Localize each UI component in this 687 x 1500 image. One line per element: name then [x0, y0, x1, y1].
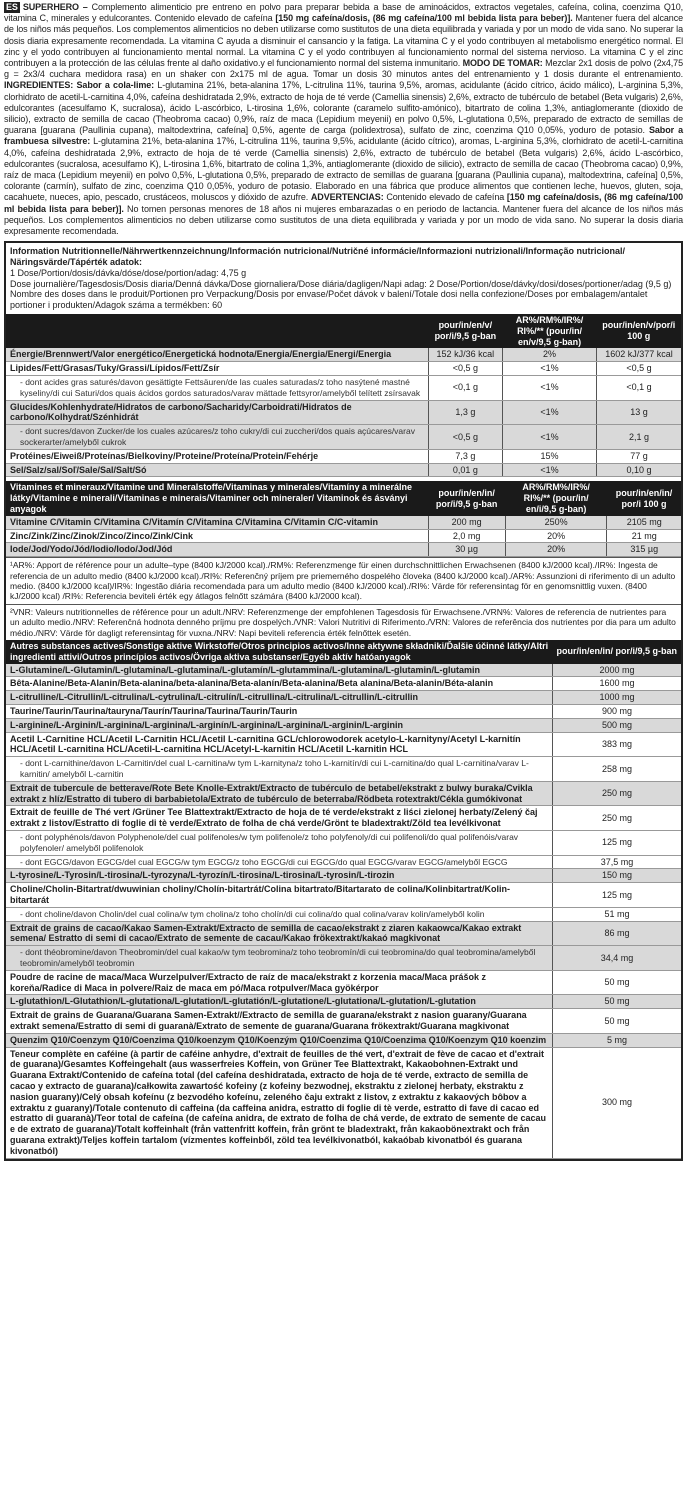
active-name: Choline/Cholin-Bitartrat/dwuwinian choliny/Cholín-bitartrát/Colina bitartrato/Bitartarato de colina/Kolinbitartrat/Kolin-bitartarát	[6, 883, 552, 908]
nutrition-value-portion: 1,3 g	[428, 400, 503, 425]
vitamin-value-portion: 30 µg	[428, 543, 505, 557]
active-row	[6, 757, 681, 782]
nutrition-row	[6, 463, 681, 477]
nutrition-header-row	[6, 314, 681, 348]
nutrition-value-100g: 13 g	[596, 400, 681, 425]
active-name: - dont choline/davon Cholin/del cual colina/w tym cholina/z toho cholín/di cui colina/do qual colina/varav kolin/amelyből kolin	[6, 907, 552, 921]
nutrition-value-ri: <1%	[503, 425, 597, 450]
active-row	[6, 664, 681, 677]
brand-name: SUPERHERO –	[22, 2, 88, 12]
nutrition-info	[6, 243, 681, 314]
nutrition-value-ri: 2%	[503, 348, 597, 361]
vitamins-col-1: pour/in/en/in/ por/i/9,5 g-ban	[428, 481, 505, 515]
active-value: 250 mg	[552, 781, 681, 806]
intro-p1: Complemento alimenticio pre entreno en polvo para preparar bebida a base de aminoácidos, extractos vegetales, cafeína, colina, coenzima Q10, vitamina C, minerales y edulcorantes. Contenido elevado de cafeína	[4, 2, 684, 24]
active-value: 2000 mg	[552, 664, 681, 677]
ingredients-heading: INGREDIENTES: Sabor a cola-lime:	[4, 80, 155, 91]
active-name: Bêta-Alanine/Beta-Alanin/Beta-alanina/beta-alanina/Beta-alanín/Beta-alanina/Beta alanina/Beta-alanin/Béta-alanin	[6, 677, 552, 691]
usage-heading: MODO DE TOMAR:	[462, 58, 543, 69]
active-row	[6, 718, 681, 732]
active-value: 500 mg	[552, 718, 681, 732]
vitamin-value-100g: 2105 mg	[607, 516, 681, 529]
active-name: Extrait de tubercule de betterave/Rote Bete Knolle-Extrakt/Extracto de tubérculo de betabel/ekstrakt z bulwy buraka/Cvikla extrakt z hlíz/Estratto di tubero di barbabietola/Extrato de tubérculo de beterraba/Rödbeta rotextrakt/Cékla gumókivonat	[6, 781, 552, 806]
active-value: 125 mg	[552, 883, 681, 908]
active-value: 34,4 mg	[552, 946, 681, 971]
active-row	[6, 907, 681, 921]
nutrition-value-portion: <0,1 g	[428, 376, 503, 401]
active-name: Taurine/Taurin/Taurina/tauryna/Taurín/Taurina/Taurina/Taurin/Taurin	[6, 705, 552, 719]
active-value: 150 mg	[552, 869, 681, 883]
active-name: - dont L-carnithine/davon L-Carnitin/del cual L-carnitina/w tym L-karnityna/z toho L-karnitín/di cui L-carnitina/do qual L-carnitina/varav L-karnitin/ amelyből L-carnitin	[6, 757, 552, 782]
active-name: Teneur complète en caféine (à partir de caféine anhydre, d'extrait de feuilles de thé vert, d'extrait de fève de cacao et d'extrait de guarana)/Gesamtes Koffeingehalt (aus wasserfreies Koffein, von Grüner Tee Blattextrakt, Kakaobohnen-Extrakt und Guarana Extrakt/Contenido de cafeína total (del cafeína deshidratada, extracto de hoja de té verde, extracto de semilla de cacao y extracto de guarana)/całkowita zawartość kofeiny (z kofeiny bezwodnej, ekstraktu z zielonej herbaty, ekstraktu z nasion guarany)/Celý obsah kofeínu (z bezvodého kofeínu, zeleného čaju extrakt z listov, z extraktu z kakaových bôbov a extraktu z guarany)/Totale contenuto di caffeina (da caffeina anidra, estratto di foglie di tè verde, estratto di fave di cacao ed estratto di guaranà)/Teor total de cafeína (de cafeína anidra, de extrato de folha de chá verde, de extrato de semente de cacau e de extrato de guarana)/Totalt koffeinhalt (från vattenfritt koffein, från grönt te bladextrakt, från kakaobönextrakt och från guarana extrakt)/Teljes koffein tartalom (vízmentes koffeinből, zöld tea levélkivonatból, kakaóbab kivonatból és guarana kivonatból)	[6, 1047, 552, 1158]
nutrition-value-100g: 0,10 g	[596, 463, 681, 477]
nutrition-row	[6, 376, 681, 401]
vitamin-name: Zinc/Zink/Zinc/Zinok/Zinco/Zinco/Zink/Cink	[6, 529, 428, 543]
nutrition-value-100g: <0,5 g	[596, 362, 681, 376]
intro-p2: Mantener fuera del alcance de los niños más pequeños. Los complementos alimenticios no deben utilizarse como sustitutos de una dieta equilibrada y variada y por un modo de vida sano. No superar la dosis diaria expresamente recomendada. La vitamina C ayuda a disminuir el cansancio y la fatiga. La vitamina C y el yodo contribuyen al metabolismo energético normal. El zinc y el yodo contribuyen al funcionamiento mental normal. La vitamina C y el yodo contribuyen al funcionamiento normal del sistema nervioso. La vitamina C y el zinc contribuyen a la protección de las células frente al daño oxidativo.y el funcionamiento normal del sistema inmunitario.	[4, 13, 684, 69]
nutrition-value-ri: 15%	[503, 449, 597, 463]
active-name: Extrait de grains de cacao/Kakao Samen-Extrakt/Extracto de semilla de cacao/ekstrakt z ziaren kakaowca/Kakao extrakt semena/ Estratto di semi di cacao/Extrato de semente de cacau/Kakao frökextrakt/kakaó magkivonat	[6, 921, 552, 946]
ingredients-cola: L-glutamina 21%, beta-alanina 17%, L-citrulina 11%, taurina 9,5%, aromas, acidulante (ácido cítrico, ácido málico), L-arginina 5,3%, clorhidrato de acetil-L-carnitina 4,0%, cafeína deshidratada 2,9%, extracto de hoja de té verde (Camellia sinensis) 2,6%, extracto de tubérculo de betabel (Beta vulgaris) 2,6%, edulcorantes (acesulfamo K, sucralosa), ácido L-ascórbico, L-tirosina 1,6%, colorante (caramelo sulfito-amónico), bitartrato de colina 1,3%, antiaglomerante (dioxido de silicio), extracto de semilla de cacao (Theobroma cacao) 0,9%, raíz de maca (Lepidium meyenii) en polvo 0,5%, L-glutationa 0,5%, preparado de extracto de semillas de guarana [guarana (Paullinia cupana), maltodextrina, cafeína] 0,5%, agente de carga (polidextrosa), sulfato de zinc, coenzima Q10 0,05%, yoduro de potasio.	[4, 80, 683, 136]
language-badge: ES	[6, 2, 18, 12]
nutrition-value-100g: <0,1 g	[596, 376, 681, 401]
vitamin-row	[6, 529, 681, 543]
nutrition-row	[6, 449, 681, 463]
vitamin-value-ri: 20%	[505, 529, 607, 543]
vitamin-value-100g: 315 µg	[607, 543, 681, 557]
active-name: Extrait de feuille de Thé vert /Grüner Tee Blattextrakt/Extracto de hoja de té verde/ekstrakt z liści zielonej herbaty/Zelený čaj extrakt z listov/Estratto di foglie di tè verde/Extrato de folha de chá verde/Grönt te bladextrakt/Zöld tea levélkivonat	[6, 806, 552, 831]
nutrition-row	[6, 400, 681, 425]
usage-text: Mezclar 2x1 dosis de polvo (2x4,75 g = 2x3/4 cuchara medidora rasa) en un shaker con 2x175 ml de agua. Tomar un dosis 30 minutos antes del entrenamiento y 1 dosis durante el entrenamiento.	[4, 58, 683, 80]
nutrition-value-100g: 2,1 g	[596, 425, 681, 450]
nutrition-col-1: pour/in/en/v/ por/i/9,5 g-ban	[428, 314, 503, 348]
nutrition-value-ri: <1%	[503, 362, 597, 376]
vitamins-header-row	[6, 481, 681, 515]
active-value: 1000 mg	[552, 691, 681, 705]
nutrition-name: Lipides/Fett/Grasas/Tuky/Grassi/Lípidos/Fett/Zsír	[6, 362, 428, 376]
nutrition-value-100g: 77 g	[596, 449, 681, 463]
nutrition-name: - dont sucres/davon Zucker/de los cuales azúcares/z toho cukry/di cui zuccheri/dos quais açúcares/varav sockerarter/amelyből cukrok	[6, 425, 428, 450]
active-row	[6, 732, 681, 757]
active-value: 250 mg	[552, 806, 681, 831]
actives-col: pour/in/en/in/ por/i/9,5 g-ban	[552, 640, 681, 664]
active-row	[6, 883, 681, 908]
warnings-caffeine: [150 mg cafeína/dosis, (86 mg cafeína/100 ml bebida lista para beber)].	[4, 192, 684, 214]
intro-text	[4, 2, 683, 237]
active-row	[6, 691, 681, 705]
active-value: 37,5 mg	[552, 855, 681, 869]
raspberry-heading: Sabor a frambuesa silvestre:	[4, 125, 683, 147]
active-value: 1600 mg	[552, 677, 681, 691]
actives-table	[6, 640, 681, 1158]
vitamin-value-100g: 21 mg	[607, 529, 681, 543]
active-name: Quenzim Q10/Coenzym Q10/Coenzima Q10/koenzym Q10/Koenzým Q10/Coenzima Q10/Coenzima Q10/Koenzym Q10 koenzim	[6, 1033, 552, 1047]
nutrition-name: Glucides/Kohlenhydrate/Hidratos de carbono/Sacharidy/Carboidrati/Hidratos de carbono/Kolhydrat/Szénhidrát	[6, 400, 428, 425]
nutrition-col-2: AR%/RM%/IR%/ RI%/** (pour/in/ en/v/9,5 g-ban)	[503, 314, 597, 348]
active-name: - dont EGCG/davon EGCG/del cual EGCG/w tym EGCG/z toho EGCG/di cui EGCG/do qual EGCG/varav EGCG/amelyből EGCG	[6, 855, 552, 869]
active-name: L-glutathion/L-Glutathion/L-glutationa/L-glutation/L-glutatión/L-glutatione/L-glutationa/L-glutation/L-glutation	[6, 995, 552, 1009]
nutrition-name: Protéines/Eiweiß/Proteínas/Bielkoviny/Proteine/Proteína/Protein/Fehérje	[6, 449, 428, 463]
vitamin-value-portion: 200 mg	[428, 516, 505, 529]
warnings-more: No tomen personas menores de 18 años ni mujeres embarazadas o en periodo de lactancia. Mantener fuera del alcance de los niños más pequeños. Los complementos alimenticios no deben utilizarse como sustitutos de una dieta equilibrada y variada y por un modo de vida sano. No superar la dosis diaria expresamente recomendada.	[4, 203, 683, 237]
nutrition-row	[6, 348, 681, 361]
warnings-heading: ADVERTENCIAS:	[310, 192, 384, 203]
active-name: - dont théobromine/davon Theobromin/del cual kakao/w tym teobromina/z toho teobromín/di cui teobromina/do qual teobromina/amelyből teobromin/amelyből teobromin	[6, 946, 552, 971]
vitamins-title: Vitamines et mineraux/Vitamine und Mineralstoffe/Vitaminas y minerales/Vitamíny a minerálne látky/Vitamine e minerali/Vitaminas e minerais/Vitaminer och mineraler/ Vitaminok és ásványi anyagok	[6, 481, 428, 515]
nutrition-value-ri: <1%	[503, 463, 597, 477]
vitamin-name: Vitamine C/Vitamin C/Vitamina C/Vitamín C/Vitamina C/Vitamina C/Vitamin C/C-vitamin	[6, 516, 428, 529]
vitamins-table	[6, 481, 681, 557]
dose-count: Nombre des doses dans le produit/Portionen pro Verpackung/Dosis por envase/Počet dávok v balení/Totale dosi nella confezione/Doses por embalagem/antalet portioner i produkten/Adagok száma a termékben: 60	[10, 289, 648, 311]
active-name: L-arginine/L-Arginin/L-arginina/L-arginina/L-arginín/L-arginina/L-arginina/L-arginin/L-arginin	[6, 718, 552, 732]
active-value: 50 mg	[552, 970, 681, 995]
active-row	[6, 869, 681, 883]
actives-title: Autres substances actives/Sonstige aktive Wirkstoffe/Otros principios activos/Inne aktywne składniki/Ďalšie účinné látky/Altri ingredienti attivi/Outros princípios activos/Övriga aktiva substanser/Egyéb aktív hatóanyagok	[6, 640, 552, 664]
active-value: 300 mg	[552, 1047, 681, 1158]
nutrition-value-portion: 7,3 g	[428, 449, 503, 463]
active-value: 5 mg	[552, 1033, 681, 1047]
active-name: L-Glutamine/L-Glutamin/L-glutamina/L-glutamina/L-glutamín/L-glutammina/L-glutamina/L-glutamin/L-glutamin	[6, 664, 552, 677]
active-name: Poudre de racine de maca/Maca Wurzelpulver/Extracto de raíz de maca/ekstrakt z korzenia maca/Maca prášok z koreňa/Radice di Maca in polvere/Raiz de maca em pó/Maca rotpulver/Maca gyökérpor	[6, 970, 552, 995]
nutrition-box	[4, 241, 683, 1160]
active-row	[6, 705, 681, 719]
active-row	[6, 830, 681, 855]
footnote-nrv: ²VNR: Valeurs nutritionnelles de référence pour un adult./NRV: Referenzmenge der empfohlenen Tagesdosis für Erwachsene./VRN%: Valores de referencia de nutrientes para un adulto medio./NRV: Referenčná hodnota denného príjmu pre dospelých./VNR: Valori Nutritivi di Riferimento./VRN: Valores de referência dos nutrientes por dia para um adulto médio./NRV: Värde för dagligt referensintag för vuxna./NRV: Napi beviteli referencia érték felnőttek esetén.	[6, 604, 681, 640]
active-value: 258 mg	[552, 757, 681, 782]
active-row	[6, 970, 681, 995]
vitamins-col-3: pour/in/en/in/ por/i 100 g	[607, 481, 681, 515]
ingredients-raspberry: L-glutamina 21%, beta-alanina 17%, L-citrulina 11%, taurina 9,5%, acidulante (ácido cítrico), aromas, L-arginina 5,3%, clorhidrato de acetil-L-carnitina 4,0%, cafeína deshidratada 2,9%, extracto de hoja de té verde (Camellia sinensis) 2,6%, extracto de tubérculo de betabel (Beta vulgaris) 2,6%, ácido L-ascórbico, edulcorantes (sucralosa, acesulfamo K), L-tirosina 1,6%, bitartrato de colina 1,3%, antiaglomerante (dioxido de silicio), extracto de semilla de cacao (Theobroma cacao) 0,9%, raíz de maca (Lepidium meyenii) en polvo 0,5%, L-glutationa 0,5%, preparado de extracto de semillas de guarana [guarana (Paullinia cupana), maltodextrina, cafeína] 0,5%, colorante (carmín), sulfato de zinc, coenzima Q10 0,05%, yoduro de potasio. Elaborado en una fábrica que produce alimentos que contienen leche, huevos, gluten, soja, cacahuete, nueces, apio, pescado, crustáceos, moluscos y dióxido de azufre.	[4, 136, 684, 203]
vitamin-row	[6, 516, 681, 529]
active-row	[6, 1047, 681, 1158]
nutrition-value-portion: <0,5 g	[428, 425, 503, 450]
nutrition-value-portion: <0,5 g	[428, 362, 503, 376]
active-name: L-tyrosine/L-Tyrosin/L-tirosina/L-tyrozyna/L-tyrozín/L-tirosina/L-tirosina/L-tyrosin/L-tirozin	[6, 869, 552, 883]
active-value: 86 mg	[552, 921, 681, 946]
vitamin-row	[6, 543, 681, 557]
active-row	[6, 1009, 681, 1034]
active-name: - dont polyphénols/davon Polyphenole/del cual polifenoles/w tym polifenole/z toho polyfenoly/di cui polifenoli/do qual polifenóis/varav polyfenoler/ amelyből polifenolok	[6, 830, 552, 855]
dose-size: 1 Dose/Portion/dosis/dávka/dóse/dose/portion/adag: 4,75 g	[10, 267, 247, 278]
active-value: 51 mg	[552, 907, 681, 921]
actives-header-row	[6, 640, 681, 664]
nutrition-name: Énergie/Brennwert/Valor energético/Energetická hodnota/Energia/Energia/Energi/Energia	[6, 348, 428, 361]
nutrition-row	[6, 362, 681, 376]
daily-dose: Dose journalière/Tagesdosis/Dosis diaria/Denná dávka/Dose giornaliera/Dose diária/dagligen/Napi adag: 2 Dose/Portion/dose/dávky/dosi/doses/portioner/adag (9,5 g)	[10, 278, 672, 289]
nutrition-info-title: Information Nutritionnelle/Nährwertkennzeichnung/Información nutricional/Nutričné informácie/Informazioni nutrizionali/Informação nutricional/ Näringsvärde/Tápérték adatok:	[10, 246, 626, 268]
active-value: 900 mg	[552, 705, 681, 719]
active-value: 50 mg	[552, 1009, 681, 1034]
nutrition-row	[6, 425, 681, 450]
active-row	[6, 806, 681, 831]
active-value: 125 mg	[552, 830, 681, 855]
nutrition-value-ri: <1%	[503, 376, 597, 401]
active-row	[6, 946, 681, 971]
active-row	[6, 995, 681, 1009]
warnings-text: Contenido elevado de cafeína	[386, 192, 505, 203]
active-value: 50 mg	[552, 995, 681, 1009]
vitamin-value-portion: 2,0 mg	[428, 529, 505, 543]
active-row	[6, 921, 681, 946]
nutrition-value-portion: 0,01 g	[428, 463, 503, 477]
vitamins-col-2: AR%/RM%/IR%/ RI%/** (pour/in/ en/i/9,5 g-ban)	[505, 481, 607, 515]
active-name: Acetil L-Carnitine HCL/Acetil L-Carnitin HCL/Acetil L-carnitina GCL/chlorowodorek acetylo-L-karnityny/Acetyl L-karnitín HCL/Acetil L-carnitina HCL/Acetil-L-carnitina HCL/Acetyl-L-karnitin HCL/Acetil L-karnitin HCL	[6, 732, 552, 757]
active-row	[6, 781, 681, 806]
active-value: 383 mg	[552, 732, 681, 757]
nutrition-value-100g: 1602 kJ/377 kcal	[596, 348, 681, 361]
nutrition-value-ri: <1%	[503, 400, 597, 425]
active-name: Extrait de grains de Guarana/Guarana Samen-Extrakt//Extracto de semilla de guarana/ekstrakt z nasion guarany/Guarana extrakt semena/Estratto di semi di guaranà/Extrato de semente de guarana/Guarana frökextrakt/Guarana magkivonat	[6, 1009, 552, 1034]
nutrition-name: Sel/Salz/sal/Soľ/Sale/Sal/Salt/Só	[6, 463, 428, 477]
active-row	[6, 677, 681, 691]
active-row	[6, 855, 681, 869]
nutrition-table	[6, 314, 681, 477]
active-name: L-citrulline/L-Citrullin/L-citrulina/L-cytrulina/L-citrulín/L-citrullina/L-citrulina/L-citrullin/L-citrullin	[6, 691, 552, 705]
footnote-ri: ¹AR%: Apport de référence pour un adulte–type (8400 kJ/2000 kcal)./RM%: Referenzmenge für einen durchschnittlichen Erwachsenen (8400 kJ/2000 kcal)./IR%: Ingesta de referencia de un adulto medio (8400 kJ/2000 kcal)./RI%: Referenčný príjem pre priemerného dospelého človeka (8400 kJ/2000 kcal)./AR%: Assunzioni di riferimento di un adulto medio. (8400 kJ/2000 kcal)/IR%: Ingestão diária recomendada para um adulto medio (8400 kJ/2000 kcal)./RI%: Värde för referensintag för en genomsnittlig vuxen. (8400 kJ/2000 kcal) /RI%: Referencia beviteli érték egy átlagos felnőtt számára (8400 kJ/2000 kcal).	[6, 557, 681, 604]
active-row	[6, 1033, 681, 1047]
vitamin-value-ri: 20%	[505, 543, 607, 557]
intro-p1-caffeine: [150 mg cafeína/dosis, (86 mg cafeína/100 ml bebida lista para beber)].	[275, 13, 573, 24]
nutrition-value-portion: 152 kJ/36 kcal	[428, 348, 503, 361]
nutrition-col-3: pour/in/en/v/por/i 100 g	[596, 314, 681, 348]
vitamin-value-ri: 250%	[505, 516, 607, 529]
nutrition-name: - dont acides gras saturés/davon gesättigte Fettsäuren/de las cuales saturadas/z toho nasýtené mastné kyseliny/di cui Saturi/dos quais ácidos gordos saturados/varav mättade fettsyror/amelyből telített zsírsavak	[6, 376, 428, 401]
vitamin-name: Iode/Jod/Yodo/Jód/Iodio/Iodo/Jod/Jód	[6, 543, 428, 557]
